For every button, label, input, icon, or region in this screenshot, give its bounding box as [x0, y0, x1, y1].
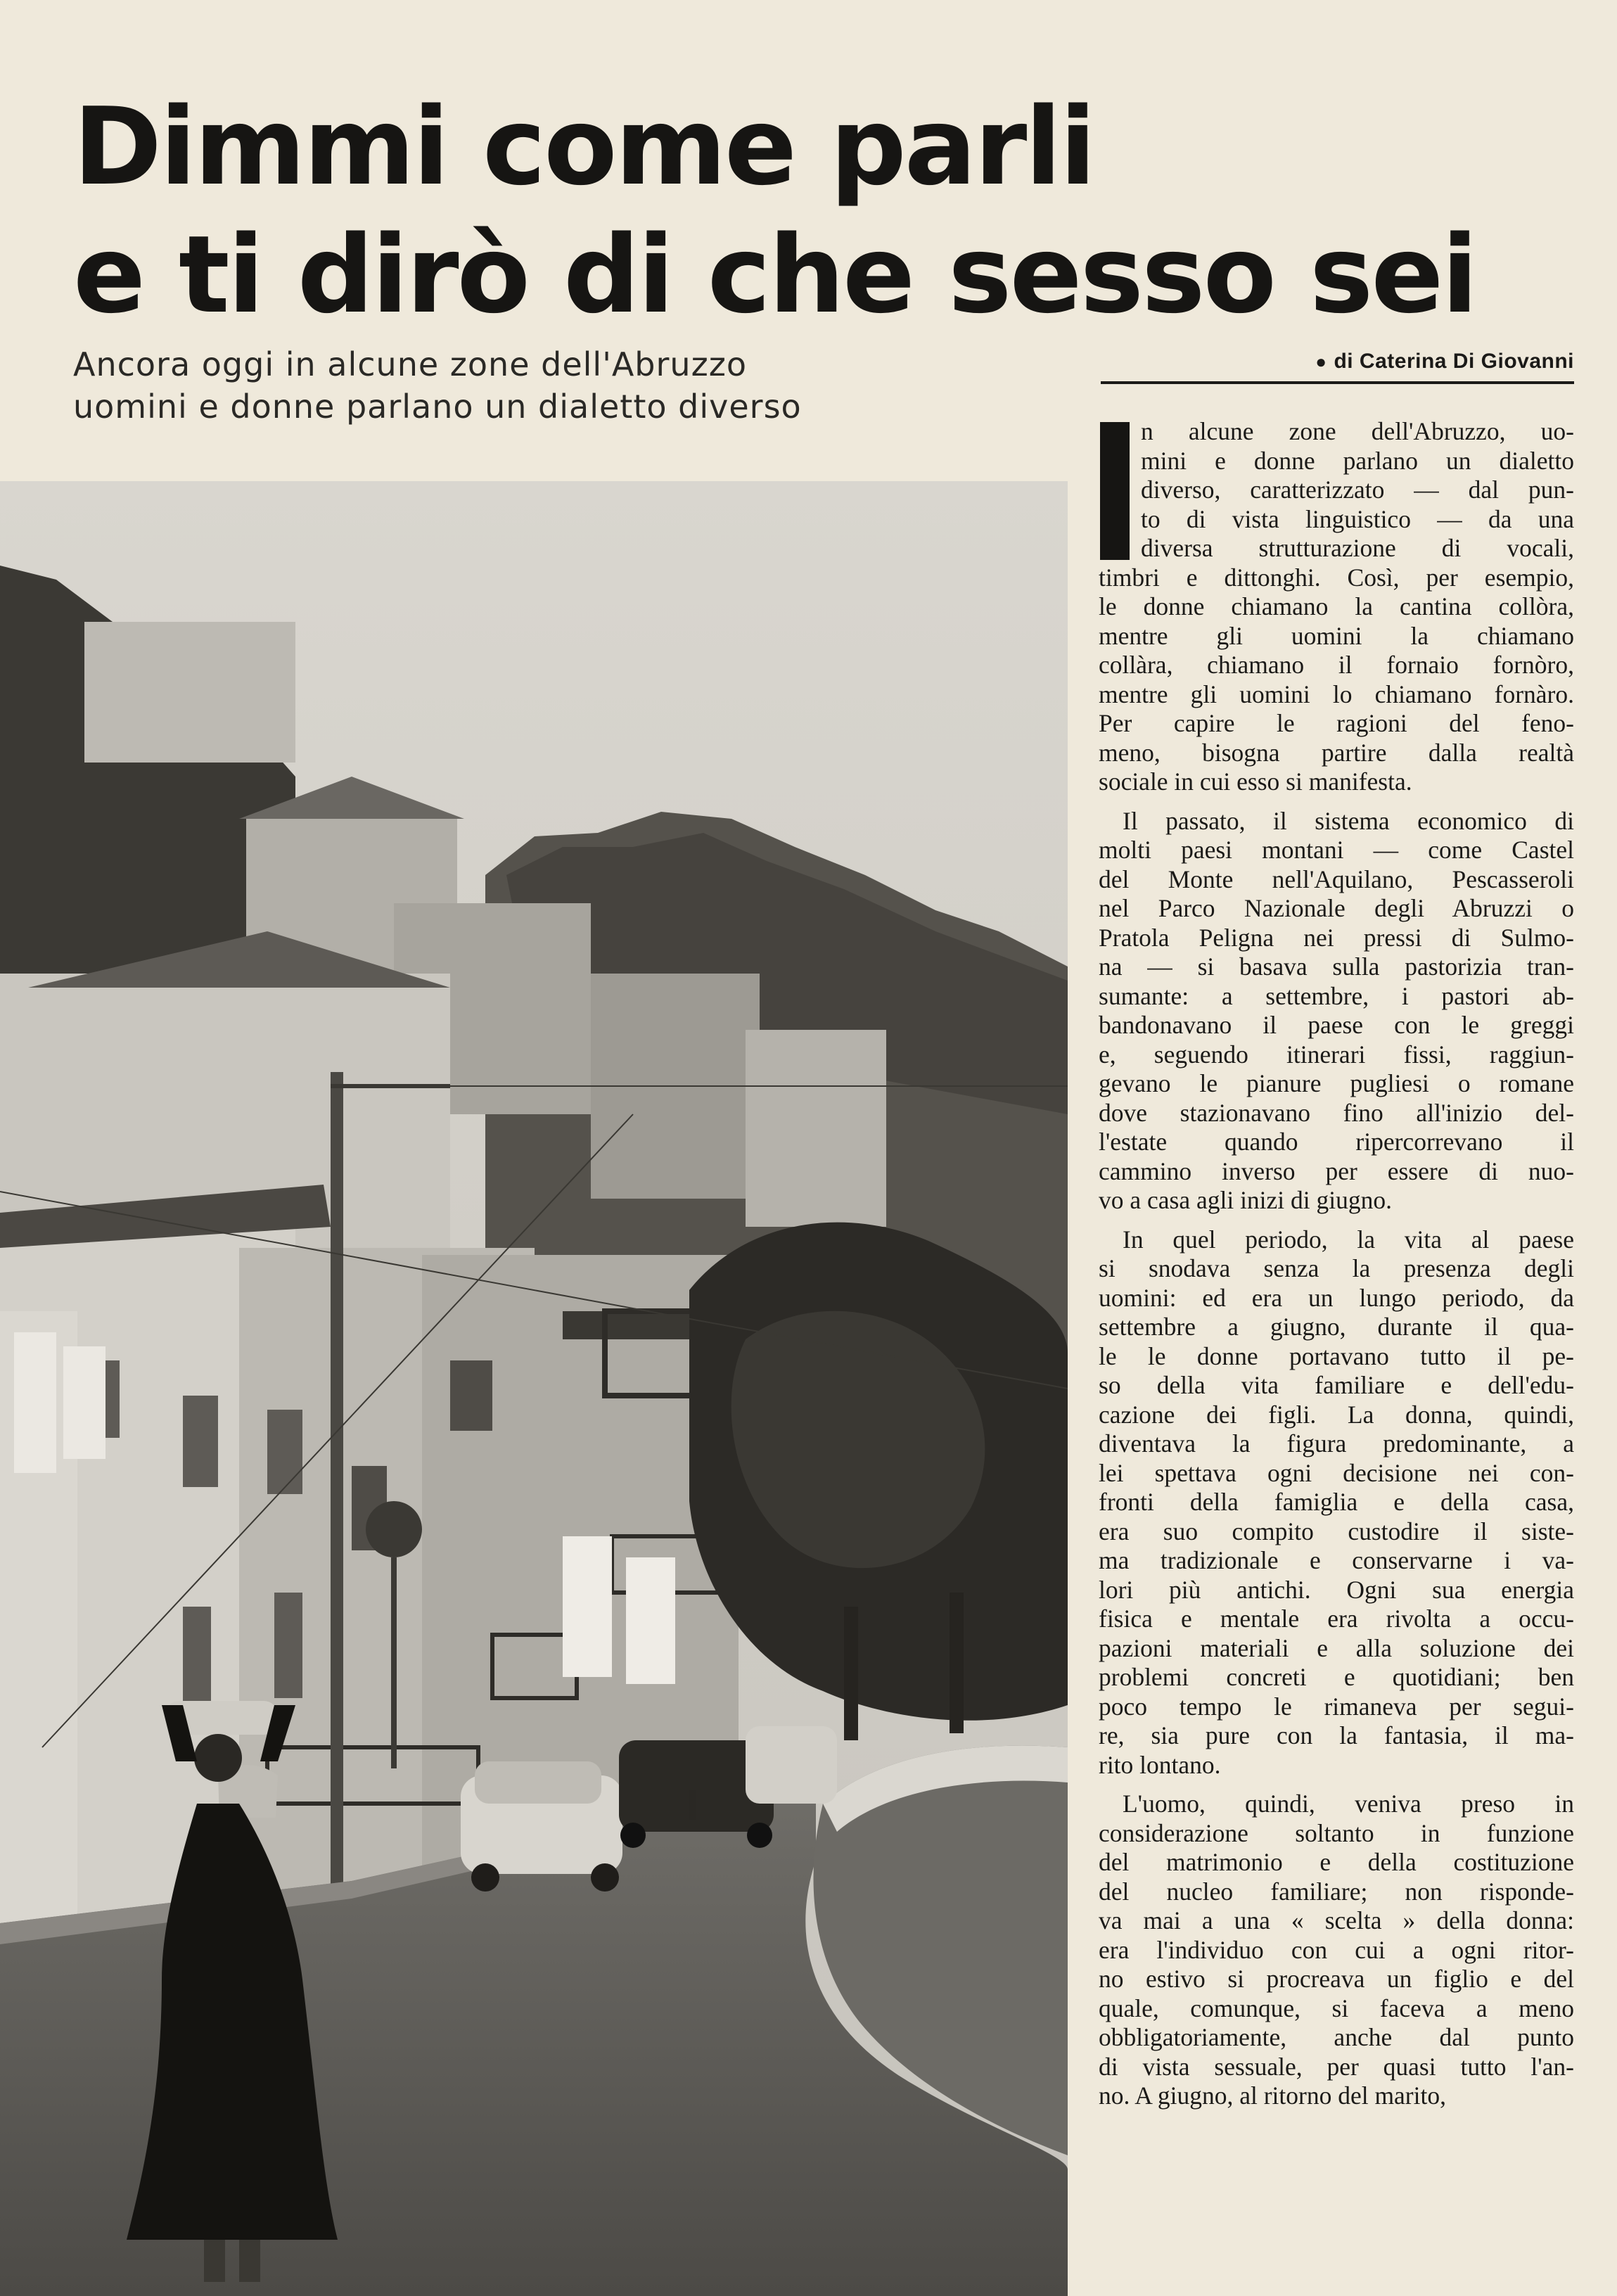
article-text-line: le le donne portavano tutto il pe- — [1099, 1341, 1574, 1370]
standfirst — [73, 343, 1072, 428]
article-text-line: settembre a giugno, durante il qua- — [1099, 1313, 1574, 1341]
article-paragraph-2 — [1099, 807, 1574, 1216]
article-text-line: In quel periodo, la vita al paese — [1123, 1225, 1574, 1254]
article-text-line: ma tradizionale e conservarne i va- — [1099, 1546, 1574, 1574]
headline-line-2: e ti dirò di che sesso sei — [73, 212, 1476, 337]
article-text-line: Per capire le ragioni del feno- — [1099, 709, 1574, 737]
article-paragraph-4 — [1099, 1790, 1574, 2111]
headline — [73, 83, 1515, 339]
article-text-line: era l'individuo con cui a ogni ritor- — [1099, 1935, 1574, 1964]
article-text-line: gevano le pianure pugliesi o romane — [1099, 1069, 1574, 1097]
article-text-line: fronti della famiglia e della casa, — [1099, 1488, 1574, 1516]
article-text-line: sumante: a settembre, i pastori ab- — [1099, 981, 1574, 1010]
article-text-line: cazione dei figli. La donna, quindi, — [1099, 1400, 1574, 1429]
article-text-line: Il passato, il sistema economico di — [1123, 806, 1574, 835]
article-text-line: e, seguendo itinerari fissi, raggiun- — [1099, 1040, 1574, 1069]
article-text-line: mentre gli uomini la chiamano — [1099, 621, 1574, 650]
article-text-line: del nucleo familiare; non risponde- — [1099, 1877, 1574, 1906]
article-text-line: re, sia pure con la fantasia, il ma- — [1099, 1721, 1574, 1749]
article-text-line: lei spettava ogni decisione nei con- — [1099, 1458, 1574, 1487]
article-text-line: Pratola Peligna nei pressi di Sulmo- — [1099, 923, 1574, 952]
headline-line-1: Dimmi come parli — [73, 84, 1094, 209]
article-text-line: obbligatoriamente, anche dal punto — [1099, 2023, 1574, 2051]
article-text-line: fisica e mentale era rivolta a occu- — [1099, 1605, 1574, 1633]
article-text-line: va mai a una « scelta » della donna: — [1099, 1906, 1574, 1934]
article-text-line: meno, bisogna partire dalla realtà — [1099, 738, 1574, 767]
article-text-line: cammino inverso per essere di nuo- — [1099, 1156, 1574, 1185]
article-text-line: rito lontano. — [1099, 1750, 1221, 1779]
bullet-icon: ● — [1315, 351, 1327, 372]
article-text-line: pazioni materiali e alla soluzione dei — [1099, 1633, 1574, 1662]
article-text-line: era suo compito custodire il siste- — [1099, 1517, 1574, 1545]
article-text-line: L'uomo, quindi, veniva preso in — [1123, 1790, 1574, 1818]
standfirst-line-1: Ancora oggi in alcune zone dell'Abruzzo — [73, 345, 748, 383]
article-text-line: quale, comunque, si faceva a meno — [1099, 1994, 1574, 2022]
article-text-line: na — si basava sulla pastorizia tran- — [1099, 952, 1574, 981]
article-text-line: no estivo si procreava un figlio e del — [1099, 1965, 1574, 1993]
drop-cap-i — [1100, 422, 1130, 560]
article-text-line: collàra, chiamano il fornaio fornòro, — [1099, 651, 1574, 679]
article-text-line: lori più antichi. Ogni sua energia — [1099, 1575, 1574, 1604]
article-text-line: sociale in cui esso si manifesta. — [1099, 767, 1412, 796]
article-text-line: mini e donne parlano un dialetto — [1141, 446, 1574, 475]
article-text-line: del matrimonio e della costituzione — [1099, 1848, 1574, 1876]
article-text-line: poco tempo le rimaneva per segui- — [1099, 1692, 1574, 1721]
article-paragraph-3 — [1099, 1225, 1574, 1780]
article-text-line: n alcune zone dell'Abruzzo, uo- — [1141, 417, 1574, 445]
article-text-line: di vista sessuale, per quasi tutto l'an- — [1099, 2052, 1574, 2081]
village-street-photo-illustration — [0, 481, 1068, 2296]
article-text-line: l'estate quando ripercorrevano il — [1099, 1128, 1574, 1156]
article-text-line: le donne chiamano la cantina collòra, — [1099, 592, 1574, 620]
article-text-line: bandonavano il paese con le greggi — [1099, 1011, 1574, 1039]
article-text-line: to di vista linguistico — da una — [1141, 504, 1574, 533]
byline-author: di Caterina Di Giovanni — [1334, 350, 1574, 373]
article-body — [1099, 417, 1574, 2121]
standfirst-line-2: uomini e donne parlano un dialetto diverso — [73, 388, 802, 426]
article-text-line: diventava la figura predominante, a — [1099, 1429, 1574, 1458]
article-text-line: mentre gli uomini lo chiamano fornàro. — [1099, 680, 1574, 708]
article-text-line: del Monte nell'Aquilano, Pescasseroli — [1099, 865, 1574, 893]
article-text-line: vo a casa agli inizi di giugno. — [1099, 1186, 1393, 1214]
article-text-line: considerazione soltanto in funzione — [1099, 1818, 1574, 1847]
village-street-photo — [0, 481, 1068, 2296]
article-text-line: problemi concreti e quotidiani; ben — [1099, 1663, 1574, 1691]
article-text-line: uomini: ed era un lungo periodo, da — [1099, 1283, 1574, 1312]
article-text-line: diversa strutturazione di vocali, — [1141, 534, 1574, 562]
article-text-line: no. A giugno, al ritorno del marito, — [1099, 2081, 1446, 2110]
byline — [1101, 349, 1574, 384]
article-text-line: timbri e dittonghi. Così, per esempio, — [1099, 563, 1574, 592]
article-text-line: so della vita familiare e dell'edu- — [1099, 1371, 1574, 1399]
article-text-line: molti paesi montani — come Castel — [1099, 836, 1574, 864]
article-paragraph-1 — [1099, 417, 1574, 797]
article-text-line: dove stazionavano fino all'inizio del- — [1099, 1098, 1574, 1127]
article-text-line: nel Parco Nazionale degli Abruzzi o — [1099, 894, 1574, 922]
article-text-line: diverso, caratterizzato — dal pun- — [1141, 476, 1574, 504]
article-text-line: si snodava senza la presenza degli — [1099, 1254, 1574, 1282]
